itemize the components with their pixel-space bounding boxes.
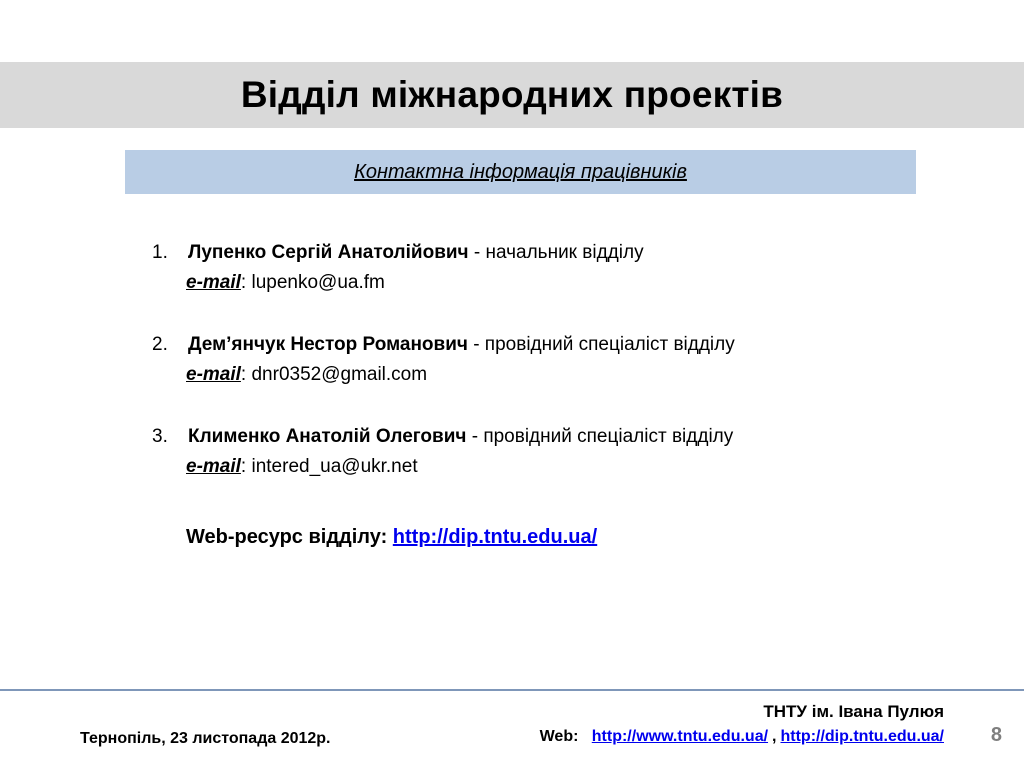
page-number: 8	[990, 724, 1002, 746]
footer-web	[540, 728, 944, 746]
slide-title: Відділ міжнародних проектів	[240, 74, 784, 115]
footer-web-label: Web:	[539, 728, 579, 745]
contact-email-line	[152, 452, 932, 482]
web-resource-label: Web-ресурс відділу:	[186, 526, 393, 548]
contact-role: - провідний спеціаліст відділу	[467, 334, 735, 355]
contact-line	[152, 238, 932, 268]
title-band	[0, 62, 1024, 128]
footer-link-tntu[interactable]: http://www.tntu.edu.ua/	[591, 728, 769, 745]
contact-number: 3.	[152, 426, 168, 447]
contact-item	[152, 238, 932, 298]
subtitle-band	[125, 150, 916, 194]
email-label: e-mail	[186, 364, 241, 385]
web-resource-link[interactable]: http://dip.tntu.edu.ua/	[392, 526, 598, 548]
contact-line	[152, 330, 932, 360]
footer-link-dip[interactable]: http://dip.tntu.edu.ua/	[780, 728, 944, 745]
contact-email: : lupenko@ua.fm	[240, 272, 385, 293]
contact-email-line	[152, 360, 932, 390]
slide-subtitle: Контактна інформація працівників	[354, 160, 687, 183]
contact-list	[152, 238, 932, 514]
contact-item	[152, 330, 932, 390]
contact-line	[152, 422, 932, 452]
contact-role: - провідний спеціаліст відділу	[466, 426, 734, 447]
contact-name: Дем’янчук Нестор Романович	[188, 334, 468, 355]
footer-divider	[0, 689, 1024, 691]
email-label: e-mail	[186, 456, 241, 477]
contact-name: Клименко Анатолій Олегович	[188, 426, 467, 447]
contact-email: : dnr0352@gmail.com	[240, 364, 428, 385]
footer-location-date: Тернопіль, 23 листопада 2012р.	[80, 730, 331, 747]
web-resource	[186, 526, 597, 549]
contact-item	[152, 422, 932, 482]
email-label: e-mail	[186, 272, 241, 293]
contact-number: 2.	[152, 334, 168, 355]
contact-role: - начальник відділу	[468, 242, 644, 263]
contact-email-line	[152, 268, 932, 298]
contact-email: : intered_ua@ukr.net	[240, 456, 418, 477]
contact-number: 1.	[152, 242, 168, 263]
footer-organization: ТНТУ ім. Івана Пулюя	[763, 702, 944, 721]
footer-link-separator: ,	[772, 728, 777, 745]
contact-name: Лупенко Сергій Анатолійович	[188, 242, 469, 263]
